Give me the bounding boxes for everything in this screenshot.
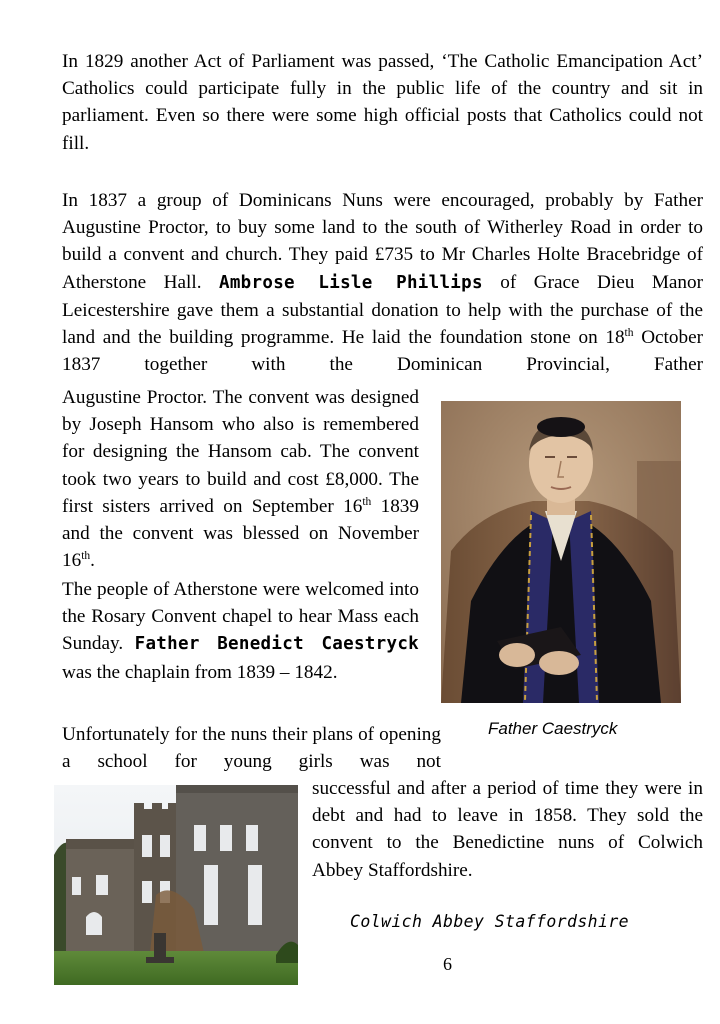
portrait-father-caestryck bbox=[441, 401, 681, 703]
page-number: 6 bbox=[443, 954, 452, 974]
paragraph-text: 1839 and the convent was blessed on November 16 bbox=[62, 495, 419, 572]
paragraph-school-plans: Unfortunately for the nuns their plans of opening a school for young girls was not bbox=[62, 724, 441, 773]
paragraph-text: was the chaplain from 1839 – 1842. bbox=[62, 661, 338, 683]
paragraph-emancipation-act: In 1829 another Act of Parliament was passed, ‘The Catholic Emancipation Act’ Catholics could participate fully in the public life of the country and sit in parliament. Even so there were some high official posts that Catholics could not fill. bbox=[62, 51, 703, 154]
person-name-benedict-caestryck: Father Benedict Caestryck bbox=[134, 634, 419, 655]
person-name-ambrose-lisle-phillips: Ambrose Lisle Phillips bbox=[219, 272, 483, 293]
paragraph-text: In 1837 a group of Dominicans Nuns were encouraged, probably by Father Augustine Proctor, to buy some land to the south of Witherley Road in order to build a convent and church. They paid £735 to Mr Charles Holte Bracebridge of Atherstone Hall. bbox=[62, 190, 703, 293]
paragraph-debt-sale: successful and after a period of time they were in debt and had to leave in 1858. They sold the convent to the Benedictine nuns of Colwich Abbey Staffordshire. bbox=[312, 778, 703, 881]
ordinal-suffix: th bbox=[362, 495, 372, 508]
paragraph-chaplain bbox=[62, 576, 419, 686]
paragraph-text: Augustine Proctor. The convent was designed by Joseph Hansom who also is remembered for designing the Hansom cab. The convent took two years to build and cost £8,000. The first sisters arrived on September 16 bbox=[62, 387, 419, 517]
abbey-caption: Colwich Abbey Staffordshire bbox=[350, 912, 630, 931]
paragraph-convent-design bbox=[62, 384, 419, 574]
paragraph-dominican-nuns bbox=[62, 187, 703, 378]
ordinal-suffix: th bbox=[81, 550, 91, 563]
paragraph-text: October 1837 together with the Dominican Provincial, Father bbox=[62, 327, 703, 376]
paragraph-text: . bbox=[90, 550, 95, 572]
portrait-caption: Father Caestryck bbox=[488, 719, 618, 738]
paragraph-text: The people of Atherstone were welcomed into the Rosary Convent chapel to hear Mass each Sunday. bbox=[62, 579, 419, 655]
ordinal-suffix: th bbox=[624, 327, 634, 340]
photo-colwich-abbey bbox=[54, 785, 298, 985]
paragraph-text: of Grace Dieu Manor Leicestershire gave them a substantial donation to help with the purchase of the land and the building programme. He laid the foundation stone on 18 bbox=[62, 271, 703, 349]
